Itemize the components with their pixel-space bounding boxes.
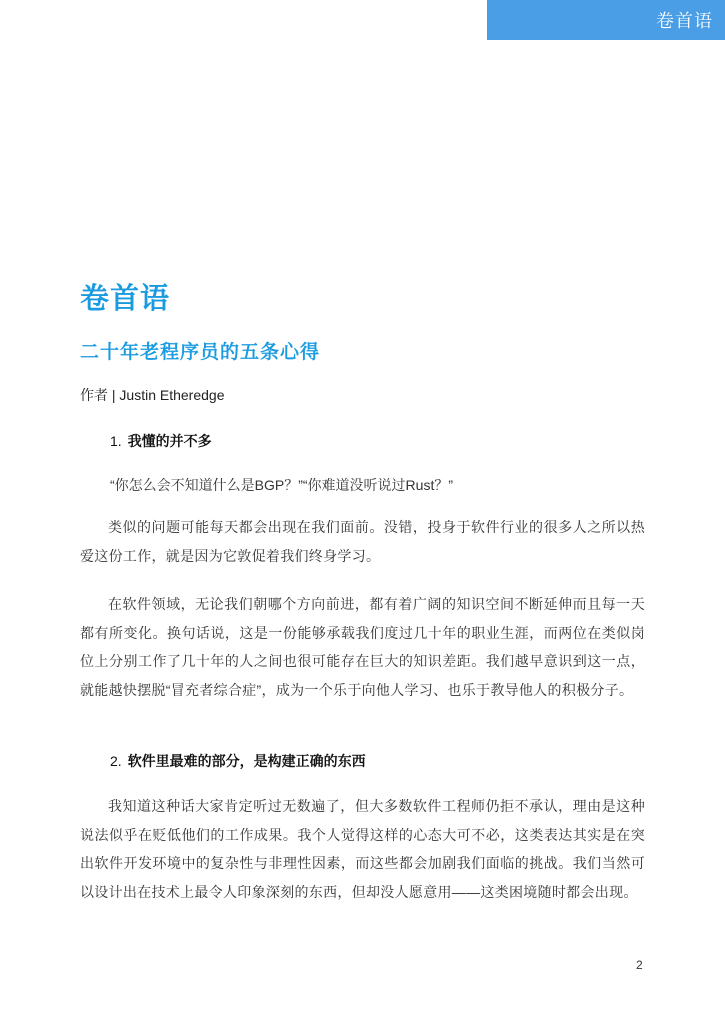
section-number: 1.: [110, 433, 122, 449]
paragraph: 在软件领域，无论我们朝哪个方向前进，都有着广阔的知识空间不断延伸而且每一天都有所变化。换句话说，这是一份能够承载我们度过几十年的职业生涯，而两位在类似岗位上分别工作了几十年的人之间也很可能存在巨大的知识差距。我们越早意识到这一点，就能越快摆脱“冒充者综合症”，成为一个乐于向他人学习、也乐于教导他人的积极分子。: [80, 596, 645, 698]
byline: 作者 | Justin Etheredge: [80, 387, 225, 403]
paragraph: 我知道这种话大家肯定听过无数遍了，但大多数软件工程师仍拒不承认，理由是这种说法似乎在贬低他们的工作成果。我个人觉得这样的心态大可不必，这类表达其实是在突出软件开发环境中的复杂性与非理性因素，而这些都会加剧我们面临的挑战。我们当然可以设计出在技术上最令人印象深刻的东西，但却没人愿意用——这类困境随时都会出现。: [80, 798, 645, 900]
quote: “你怎么会不知道什么是BGP？”“你难道没听说过Rust？”: [110, 477, 453, 493]
section-heading-2: [110, 751, 366, 771]
section-tab: 卷首语: [487, 0, 725, 40]
section-heading-text: 我懂的并不多: [127, 433, 212, 449]
section-heading-text: 软件里最难的部分，是构建正确的东西: [127, 753, 366, 769]
section-heading-1: [110, 431, 212, 451]
section-number: 2.: [110, 753, 122, 769]
paragraph: 类似的问题可能每天都会出现在我们面前。没错，投身于软件行业的很多人之所以热爱这份工作，就是因为它敦促着我们终身学习。: [80, 519, 645, 564]
page-title: 卷首语: [80, 283, 171, 315]
page-number: 2: [636, 958, 643, 972]
article-subtitle: 二十年老程序员的五条心得: [80, 342, 321, 363]
